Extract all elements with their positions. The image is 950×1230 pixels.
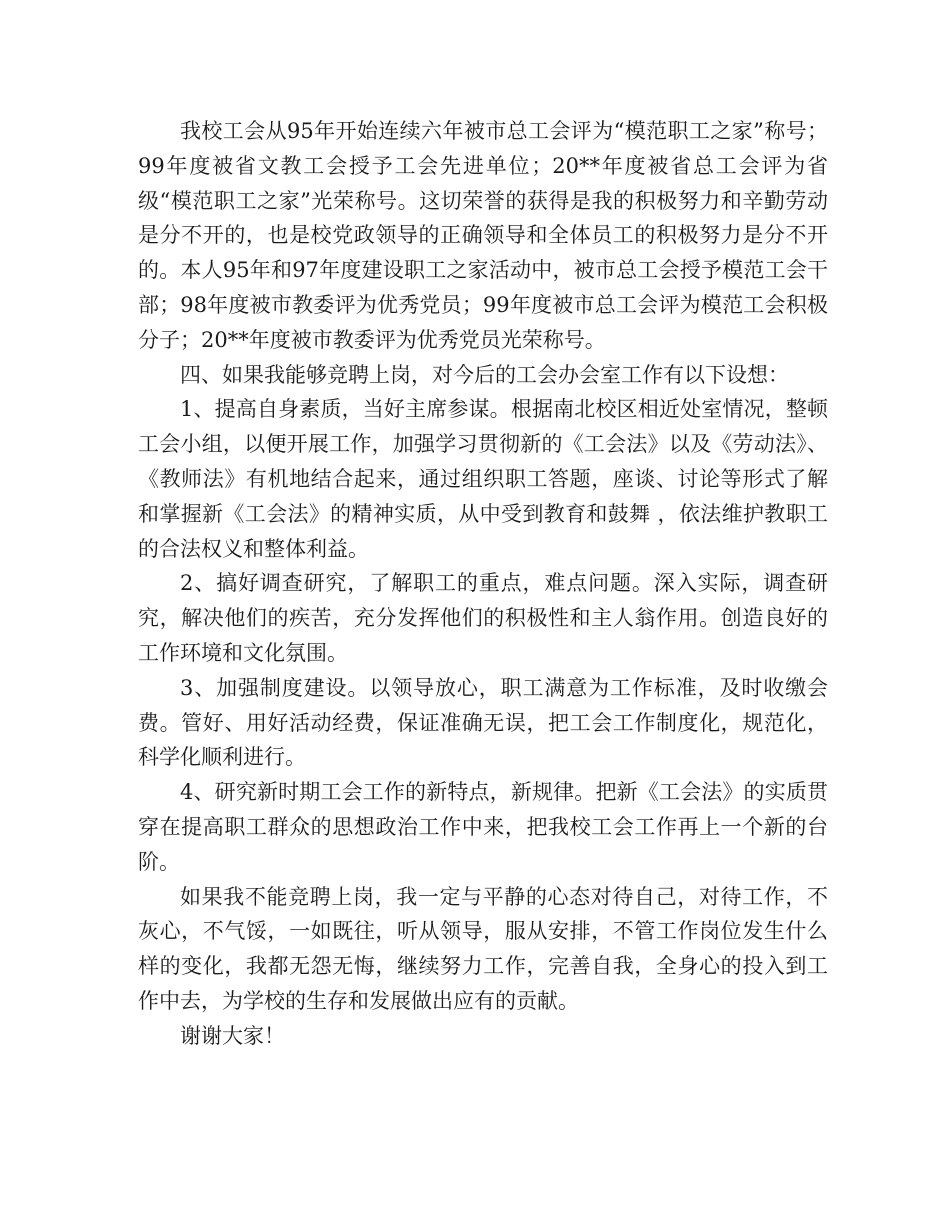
paragraph-plan-item-2: 2、搞好调查研究，了解职工的重点，难点问题。深入实际，调查研究，解决他们的疾苦，充分发挥他们的积极性和主人翁作用。创造良好的工作环境和文化氛围。 bbox=[138, 571, 828, 665]
paragraph-honors: 我校工会从95年开始连续六年被市总工会评为“模范职工之家”称号；99年度被省文教工会授予工会先进单位；20**年度被省总工会评为省级“模范职工之家”光荣称号。这切荣誉的获得是我的积极努力和辛勤劳动是分不开的，也是校党政领导的正确领导和全体员工的积极努力是分不开的。本人95年和97年度建设职工之家活动中，被市总工会授予模范工会干部；98年度被市教委评为优秀党员；99年度被市总工会评为模范工会积极分子；20**年度被市教委评为优秀党员光荣称号。 bbox=[138, 119, 828, 352]
paragraph-plan-item-1: 1、提高自身素质，当好主席参谋。根据南北校区相近处室情况，整顿工会小组，以便开展工作，加强学习贯彻新的《工会法》以及《劳动法》、《教师法》有机地结合起来，通过组织职工答题，座谈、讨论等形式了解和掌握新《工会法》的精神实质，从中受到教育和鼓舞 ，依法维护教职工的合法权义和整体利益。 bbox=[138, 397, 828, 561]
paragraph-closing: 谢谢大家！ bbox=[180, 1023, 285, 1048]
paragraph-plan-item-4: 4、研究新时期工会工作的新特点，新规律。把新《工会法》的实质贯穿在提高职工群众的思想政治工作中来，把我校工会工作再上一个新的台阶。 bbox=[138, 780, 828, 874]
document-body bbox=[138, 114, 828, 1054]
paragraph-plan-item-3: 3、加强制度建设。以领导放心，职工满意为工作标准，及时收缴会费。管好、用好活动经费，保证准确无误，把工会工作制度化，规范化，科学化顺利进行。 bbox=[138, 675, 828, 770]
paragraph-plan-heading: 四、如果我能够竞聘上岗，对今后的工会办会室工作有以下设想： bbox=[180, 362, 789, 387]
paragraph-commitment: 如果我不能竞聘上岗，我一定与平静的心态对待自己，对待工作，不灰心，不气馁，一如既往，听从领导，服从安排，不管工作岗位发生什么样的变化，我都无怨无悔，继续努力工作，完善自我，全身心的投入到工作中去，为学校的生存和发展做出应有的贡献。 bbox=[138, 884, 828, 1013]
